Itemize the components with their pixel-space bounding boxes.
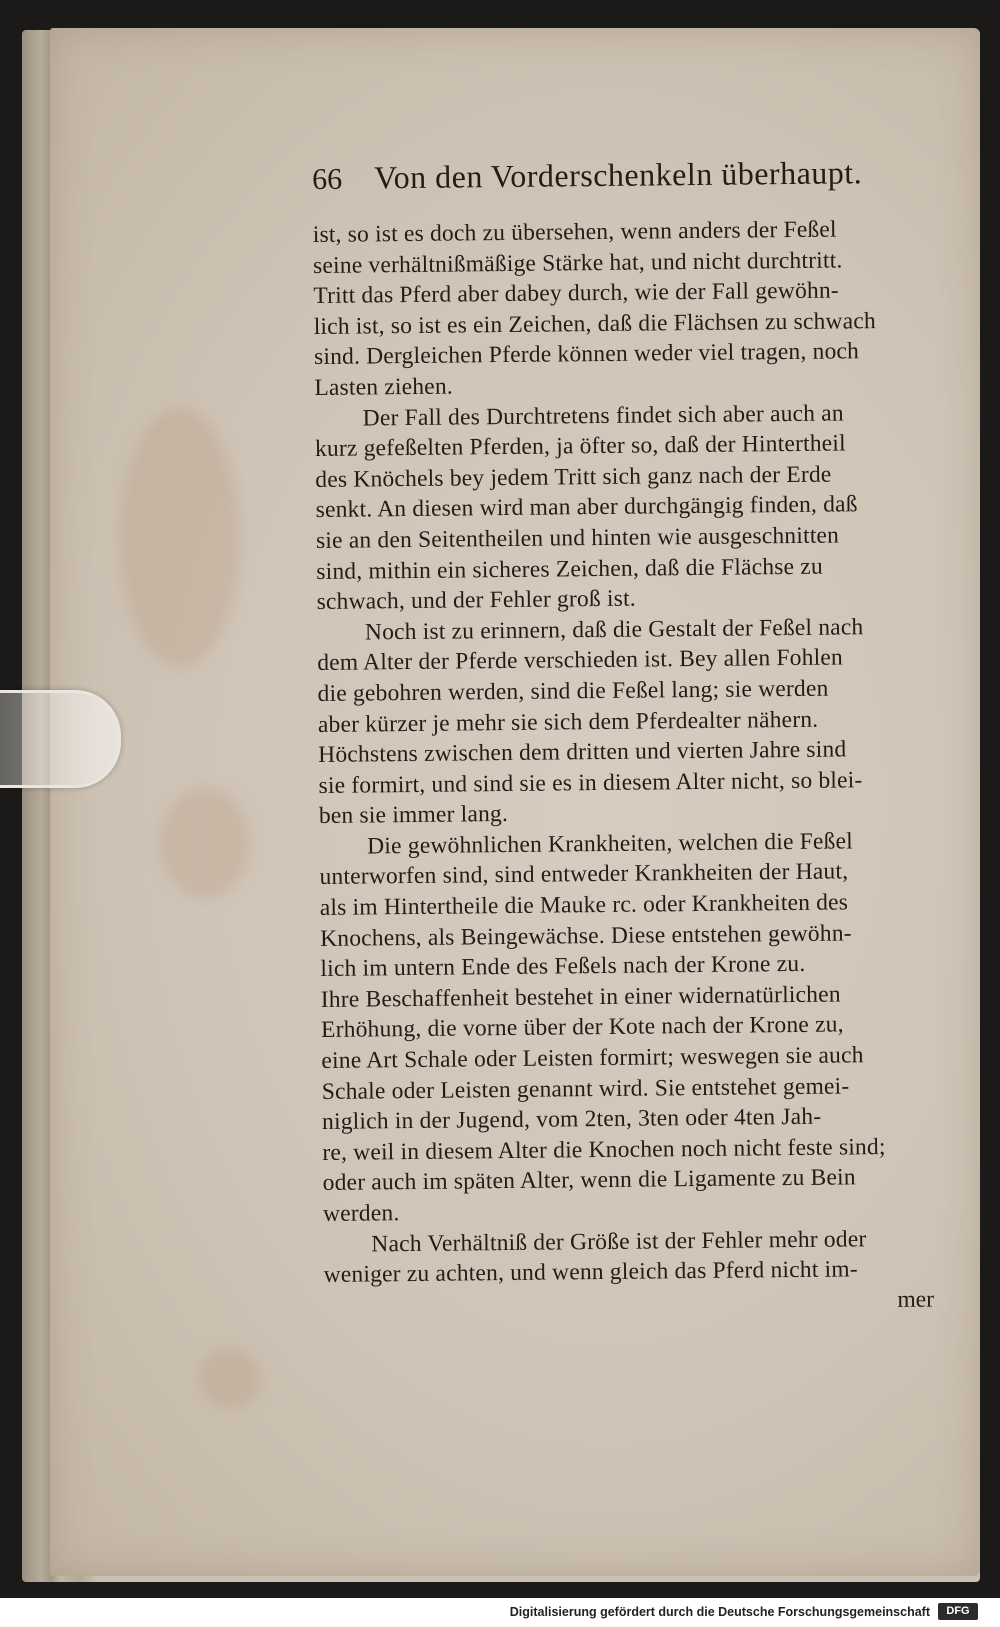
paragraph — [319, 825, 933, 1229]
text-line: oder auch im späten Alter, wenn die Ligamente zu Bein — [322, 1164, 856, 1197]
text-line: Ihre Beschaffenheit bestehet in einer widernatürlichen — [320, 981, 841, 1013]
text-line: sie an den Seitentheilen und hinten wie ausgeschnitten — [315, 522, 840, 554]
text-line: Lasten ziehen. — [314, 373, 454, 401]
paragraph — [323, 1223, 934, 1291]
body-text — [313, 214, 934, 1291]
paper-stain — [160, 788, 250, 898]
paragraph — [317, 611, 929, 832]
text-line: aber kürzer je mehr sie sich dem Pferdealter nähern. — [317, 706, 819, 738]
text-line: ist, so ist es doch zu übersehen, wenn anders der Feßel — [312, 216, 837, 248]
text-line: sie formirt, und sind sie es in diesem Alter nicht, so blei- — [318, 766, 863, 799]
funding-credit: Digitalisierung gefördert durch die Deutsche Forschungsgemeinschaft — [509, 1605, 930, 1619]
text-line: eine Art Schale oder Leisten formirt; weswegen sie auch — [321, 1042, 864, 1074]
text-line: Nach Verhältniß der Größe ist der Fehler mehr oder — [371, 1225, 867, 1258]
running-head — [312, 154, 922, 210]
text-line: als im Hintertheile die Mauke rc. oder Krankheiten des — [319, 889, 849, 922]
text-line: re, weil in diesem Alter die Knochen noch nicht feste sind; — [322, 1133, 886, 1166]
text-line: Noch ist zu erinnern, daß die Gestalt der Feßel nach — [364, 613, 864, 646]
text-line: des Knöchels bey jedem Tritt sich ganz nach der Erde — [315, 461, 832, 493]
text-line: kurz gefeßelten Pferden, ja öfter so, daß der Hintertheil — [314, 430, 846, 463]
text-line: schwach, und der Fehler groß ist. — [316, 585, 636, 616]
footer-bar — [0, 1598, 1000, 1627]
text-line: Knochens, als Beingewächse. Diese entstehen gewöhn- — [320, 920, 852, 952]
text-line: niglich in der Jugend, vom 2ten, 3ten oder 4ten Jah- — [321, 1103, 822, 1136]
paper-stain — [200, 1348, 260, 1408]
text-line: sind. Dergleichen Pferde können weder viel tragen, noch — [313, 338, 860, 371]
dfg-logo: DFG — [938, 1603, 978, 1620]
text-line: Der Fall des Durchtretens findet sich aber auch an — [362, 400, 844, 432]
text-line: die gebohren werden, sind die Feßel lang; sie werden — [317, 675, 829, 707]
text-line: Tritt das Pferd aber dabey durch, wie der Fall gewöhn- — [313, 277, 840, 310]
page-text — [312, 154, 935, 1313]
text-line: weniger zu achten, und wenn gleich das Pferd nicht im- — [323, 1256, 858, 1289]
running-head-title: Von den Vorderschenkeln überhaupt. — [373, 154, 863, 196]
paragraph — [315, 397, 927, 618]
text-line: dem Alter der Pferde verschieden ist. Bey allen Fohlen — [317, 644, 844, 677]
text-line: sind, mithin ein sicheres Zeichen, daß die Flächse zu — [316, 553, 823, 585]
paragraph — [313, 214, 925, 404]
text-line: lich ist, so ist es ein Zeichen, daß die Flächsen zu schwach — [313, 307, 876, 340]
text-line: Höchstens zwischen dem dritten und vierten Jahre sind — [318, 736, 847, 769]
paper-stain — [120, 408, 240, 668]
text-line: senkt. An diesen wird man aber durchgängig finden, daß — [315, 491, 858, 524]
page-clip — [0, 690, 121, 788]
text-line: Die gewöhnlichen Krankheiten, welchen die Feßel — [367, 828, 854, 860]
text-line: Schale oder Leisten genannt wird. Sie entstehet gemei- — [321, 1073, 850, 1105]
text-line: seine verhältnißmäßige Stärke hat, und nicht durchtritt. — [312, 247, 843, 279]
text-line: lich im untern Ende des Feßels nach der Krone zu. — [320, 951, 806, 983]
text-line: unterworfen sind, sind entweder Krankheiten der Haut, — [319, 858, 849, 891]
catchword: mer — [897, 1286, 935, 1313]
text-line: werden. — [322, 1200, 400, 1227]
text-line: ben sie immer lang. — [318, 801, 509, 830]
page-number: 66 — [312, 162, 343, 196]
text-line: Erhöhung, die vorne über der Kote nach der Krone zu, — [320, 1011, 844, 1044]
